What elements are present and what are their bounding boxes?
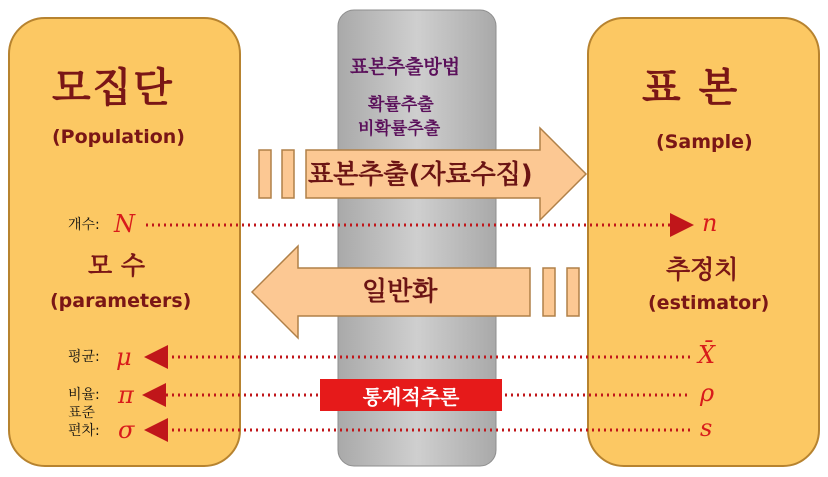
param-pi: π xyxy=(118,381,134,409)
sampling-method-probability: 확률추출 xyxy=(368,95,434,115)
parameter-title: 모 수 xyxy=(88,251,146,280)
mean-label: 평균: xyxy=(68,349,100,365)
sample-title: 표 본 xyxy=(642,65,740,111)
sd-label-line1: 표준 xyxy=(68,405,96,421)
estimate-rho: ρ xyxy=(700,379,715,407)
parameter-english: (parameters) xyxy=(50,290,192,312)
population-title: 모집단 xyxy=(52,65,174,111)
estimate-s: s xyxy=(700,414,713,442)
sd-label-line2: 편차: xyxy=(68,423,100,439)
estimate-n: n xyxy=(702,209,718,237)
estimator-english: (estimator) xyxy=(648,292,770,314)
param-sigma: σ xyxy=(118,416,135,444)
sample-english: (Sample) xyxy=(656,131,753,153)
sampling-arrow-label: 표본추출(자료수집) xyxy=(308,160,533,190)
estimate-xbar: X̄ xyxy=(698,341,716,369)
proportion-label: 비율: xyxy=(68,387,100,403)
param-N: N xyxy=(114,210,135,238)
param-mu: μ xyxy=(116,343,132,371)
sampling-method-title: 표본추출방법 xyxy=(350,56,461,78)
population-english: (Population) xyxy=(52,126,185,148)
count-label: 개수: xyxy=(68,217,100,233)
generalization-arrow-label: 일반화 xyxy=(362,277,438,307)
statistical-inference-badge: 통계적추론 xyxy=(320,379,502,411)
sampling-method-nonprobability: 비확률추출 xyxy=(358,119,441,139)
estimator-title: 추정치 xyxy=(666,255,739,284)
